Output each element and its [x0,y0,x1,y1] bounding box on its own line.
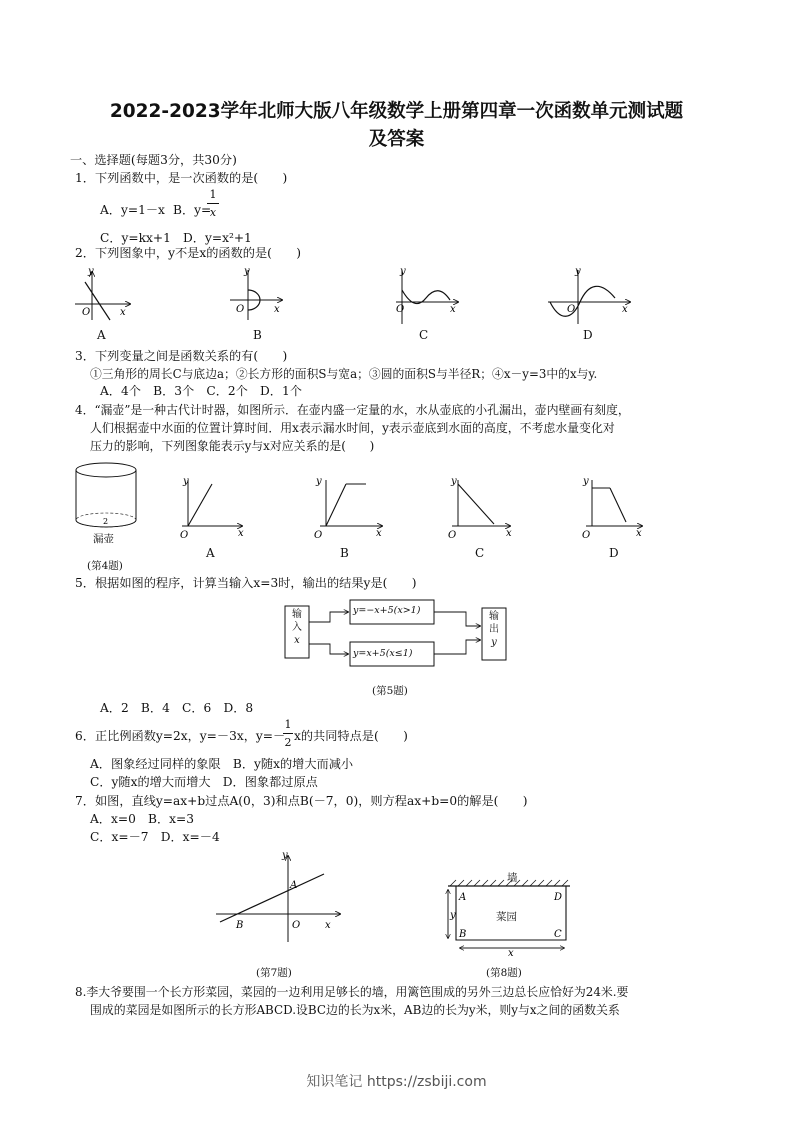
q2-graph-b [230,266,282,320]
q1-options-cd: C．y=kx+1 D．y=x²+1 [100,231,252,245]
q6-options-cd: C．y随x的增大而增大 D．图象都过原点 [90,775,318,789]
svg-text:x: x [636,528,642,539]
q3-statements: ①三角形的周长C与底边a；②长方形的面积S与宽a；③圆的面积S与半径R；④x－y=3中的x与y. [90,367,598,381]
q7-options-cd: C．x=－7 D．x=－4 [90,830,220,844]
q1-frac-num: 1 [209,188,217,201]
origin-label: O [82,307,91,318]
output-char-1: 输 [489,611,499,622]
question-4-line2: 人们根据壶中水面的位置计算时间．用x表示漏水时间，y表示壶底到水面的高度，不考虑水量变化对 [90,421,615,435]
svg-text:y: y [575,266,581,277]
question-2: 2．下列图象中，y不是x的函数的是( ) [75,246,302,260]
q4-label-d: D [609,546,619,560]
svg-text:y: y [316,476,322,487]
question-8-line1: 8.李大爷要围一个长方形菜园，菜园的一边利用足够长的墙，用篱笆围成的另外三边总长应恰好为24米.要 [75,985,629,999]
q7-options-ab: A．x=0 B．x=3 [90,812,194,826]
input-char-2: 入 [292,622,302,633]
q5-options: A．2 B．4 C．6 D．8 [100,701,254,715]
svg-text:x: x [506,528,512,539]
axis-x-label: x [120,307,126,318]
page-title-line2: 及答案 [368,129,425,150]
question-4-line1: 4．“漏壶”是一种古代计时器，如图所示．在壶内盛一定量的水，水从壶底的小孔漏出，壶内壁画有刻度， [75,403,630,417]
svg-text:y: y [451,476,457,487]
q6-frac-bar [283,733,293,734]
output-char-3: y [491,637,497,648]
svg-text:2: 2 [103,517,109,526]
question-6-post: x的共同特点是( ) [294,729,408,743]
leaking-pot-figure [76,463,136,527]
q6-frac-num: 1 [284,718,292,731]
q1-option-a: A．y=1－x [100,203,165,217]
svg-text:O: O [448,530,457,541]
axis-x-label: x [325,920,331,931]
q1-frac-den: x [209,206,217,219]
svg-text:y: y [400,266,406,277]
q4-graph-a [180,476,244,541]
svg-text:O: O [180,530,189,541]
output-char-2: 出 [489,624,499,635]
svg-text:y: y [244,266,250,277]
svg-text:x: x [274,304,280,315]
q2-label-b: B [253,328,262,342]
section-heading: 一、选择题(每题3分，共30分) [70,153,237,167]
axis-y-label: y [282,850,288,861]
question-1: 1．下列函数中，是一次函数的是( ) [75,171,288,185]
q1-option-b: B．y= [173,203,212,217]
svg-text:O: O [314,530,323,541]
q2-figures [70,262,650,342]
axis-y-label: y [88,266,94,277]
garden-label: 菜园 [496,911,517,923]
svg-text:x: x [376,528,382,539]
svg-text:x: x [450,304,456,315]
q2-label-c: C [419,328,429,342]
q2-label-a: A [97,328,106,342]
q6-options-ab: A．图象经过同样的象限 B．y随x的增大而减小 [90,757,354,771]
q4-graph-b [314,476,382,541]
q2-graph-c [396,266,458,324]
point-b-label: B [459,929,467,940]
q5-figure-caption: (第5题) [372,685,408,697]
q5-formula-bottom: y=x+5(x≤1) [353,648,413,659]
input-char-3: x [294,635,300,646]
q4-graph-c [448,476,512,541]
q4-graph-d [582,476,642,541]
svg-text:y: y [183,476,189,487]
side-x-label: x [508,948,514,958]
point-a-label: A [290,880,298,891]
question-7: 7．如图，直线y=ax+b过点A(0，3)和点B(－7，0)，则方程ax+b=0的解是( ) [75,794,528,808]
q4-label-c: C [475,546,485,560]
svg-text:y: y [583,476,589,487]
q7-figure-caption: (第7题) [256,967,292,979]
q2-graph-d [548,266,630,324]
question-5: 5．根据如图的程序，计算当输入x=3时，输出的结果y是( ) [75,576,417,590]
q4-figures [70,458,650,548]
point-c-label: C [554,929,562,940]
q4-figure-caption: (第4题) [87,560,123,572]
q1-frac-bar [207,203,219,204]
q8-figure-caption: (第8题) [486,967,522,979]
svg-text:O: O [396,304,405,315]
question-4-line3: 压力的影响，下列图象能表示y与x对应关系的是( ) [90,439,375,453]
page-title: 2022-2023学年北师大版八年级数学上册第四章一次函数单元测试题 [109,101,684,122]
origin-label: O [292,920,301,931]
svg-text:O: O [567,304,576,315]
q6-frac-den: 2 [284,736,292,749]
svg-text:x: x [622,304,628,315]
svg-text:O: O [236,304,245,315]
q5-formula-top: y=−x+5(x>1) [353,605,421,616]
question-8-line2: 围成的菜园是如图所示的长方形ABCD.设BC边的长为x米，AB边的长为y米，则y与x之间的函数关系 [90,1003,620,1017]
q7-line [220,874,324,922]
svg-text:x: x [238,528,244,539]
q4-label-b: B [340,546,349,560]
point-b-label: B [236,920,244,931]
q5-output-box [485,610,503,649]
q5-input-box [288,608,306,647]
pot-label: 漏壶 [93,533,114,545]
q7-figure [210,846,350,946]
question-6-pre: 6．正比例函数y=2x，y=－3x，y=－ [75,729,286,743]
point-d-label: D [554,892,563,903]
q4-label-a: A [206,546,215,560]
question-3: 3．下列变量之间是函数关系的有( ) [75,349,288,363]
footer-watermark: 知识笔记 https://zsbiji.com [306,1074,487,1090]
input-char-1: 输 [292,609,302,620]
svg-text:O: O [582,530,591,541]
point-a-label: A [459,892,467,903]
side-y-label: y [450,910,456,921]
wall-label: 墙 [507,872,518,884]
q2-label-d: D [583,328,593,342]
q3-options: A．4个 B．3个 C．2个 D．1个 [100,384,302,398]
q2-graph-a [75,266,130,320]
